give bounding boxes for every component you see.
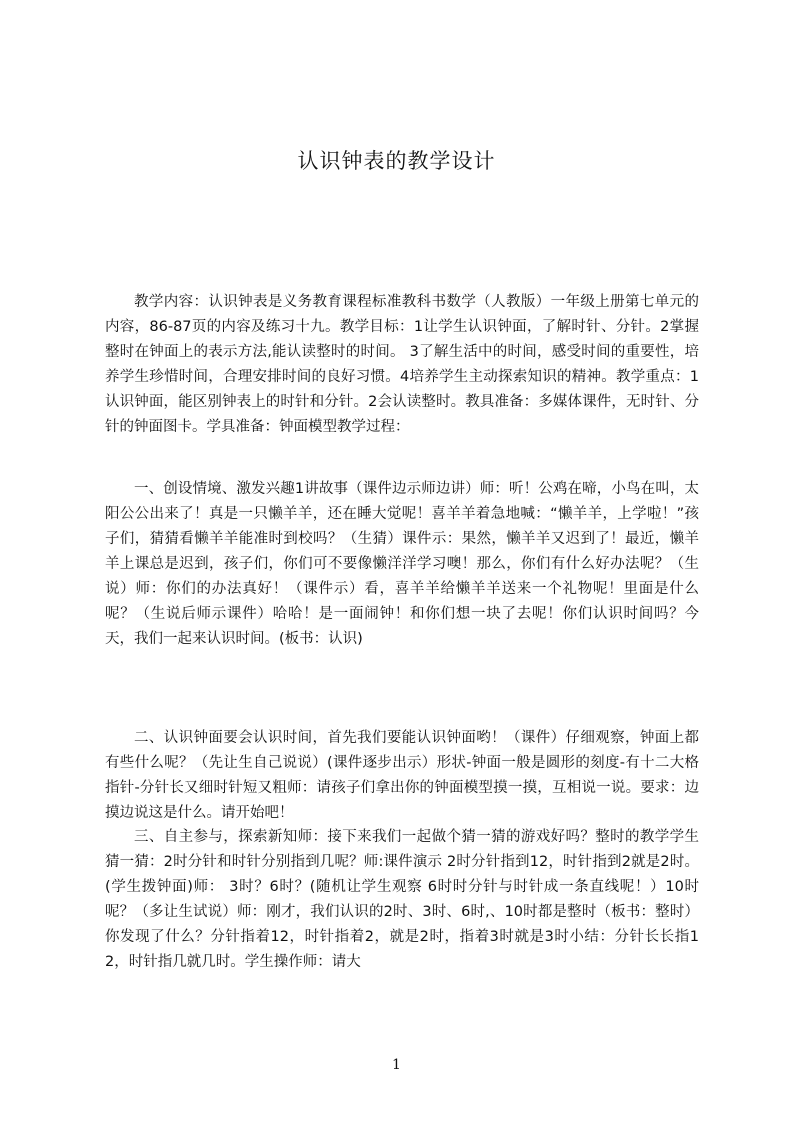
paragraph-teaching-content: 教学内容：认识钟表是义务教育课程标准教科书数学（人教版）一年级上册第七单元的内容，86-87页的内容及练习十九。教学目标：1让学生认识钟面，了解时针、分针。2掌握整时在钟面上的表示方法,能认读整时的时间。 3了解生活中的时间，感受时间的重要性，培养学生珍惜时间，合理安排时间的良好习惯。4培养学生主动探索知识的精神。教学重点：1认识钟面，能区别钟表上的时针和分针。2会认读整时。教具准备：多媒体课件，无时针、分针的钟面图卡。学具准备：钟面模型教学过程： bbox=[105, 294, 699, 435]
paragraph-scenario-intro: 一、创设情境、激发兴趣1讲故事（课件边示师边讲）师：听！公鸡在啼，小鸟在叫，太阳公公出来了！真是一只懒羊羊，还在睡大觉呢！喜羊羊着急地喊：“懒羊羊，上学啦！”孩子们，猜猜看懒羊羊能准时到校吗？（生猜）课件示：果然，懒羊羊又迟到了！最近，懒羊羊上课总是迟到，孩子们，你们可不要像懒洋洋学习噢！那么，你们有什么好办法呢？（生说）师：你们的办法真好！（课件示）看，喜羊羊给懒羊羊送来一个礼物呢！里面是什么呢？（生说后师示课件）哈哈！是一面闹钟！和你们想一块了去呢！你们认识时间吗？今天，我们一起来认识时间。(板书：认识) bbox=[105, 481, 699, 647]
page-number: 1 bbox=[392, 1057, 401, 1073]
paragraph-new-knowledge: 三、自主参与，探索新知师：接下来我们一起做个猜一猜的游戏好吗？整时的教学学生猜一猜：2时分针和时针分别指到几呢？师:课件演示 2时分针指到12，时针指到2就是2时。(学生拨钟面)师： 3时？6时？(随机让学生观察 6时时分针与时针成一条直线呢！）10时呢？（多让生试说）师：刚才，我们认识的2时、3时、6时,、10时都是整时（板书：整时）你发现了什么？分针指着12，时针指着2，就是2时，指着3时就是3时小结：分针长长指12，时针指几就几时。学生操作师：请大 bbox=[105, 829, 699, 970]
document-title: 认识钟表的教学设计 bbox=[297, 149, 496, 173]
paragraph-clock-face: 二、认识钟面要会认识时间，首先我们要能认识钟面哟！（课件）仔细观察，钟面上都有些什么呢？（先让生自己说说）(课件逐步出示）形状-钟面一般是圆形的刻度-有十二大格指针-分针长又细时针短又粗师：请孩子们拿出你的钟面模型摸一摸，互相说一说。要求：边摸边说这是什么。请开始吧！ bbox=[105, 730, 699, 821]
